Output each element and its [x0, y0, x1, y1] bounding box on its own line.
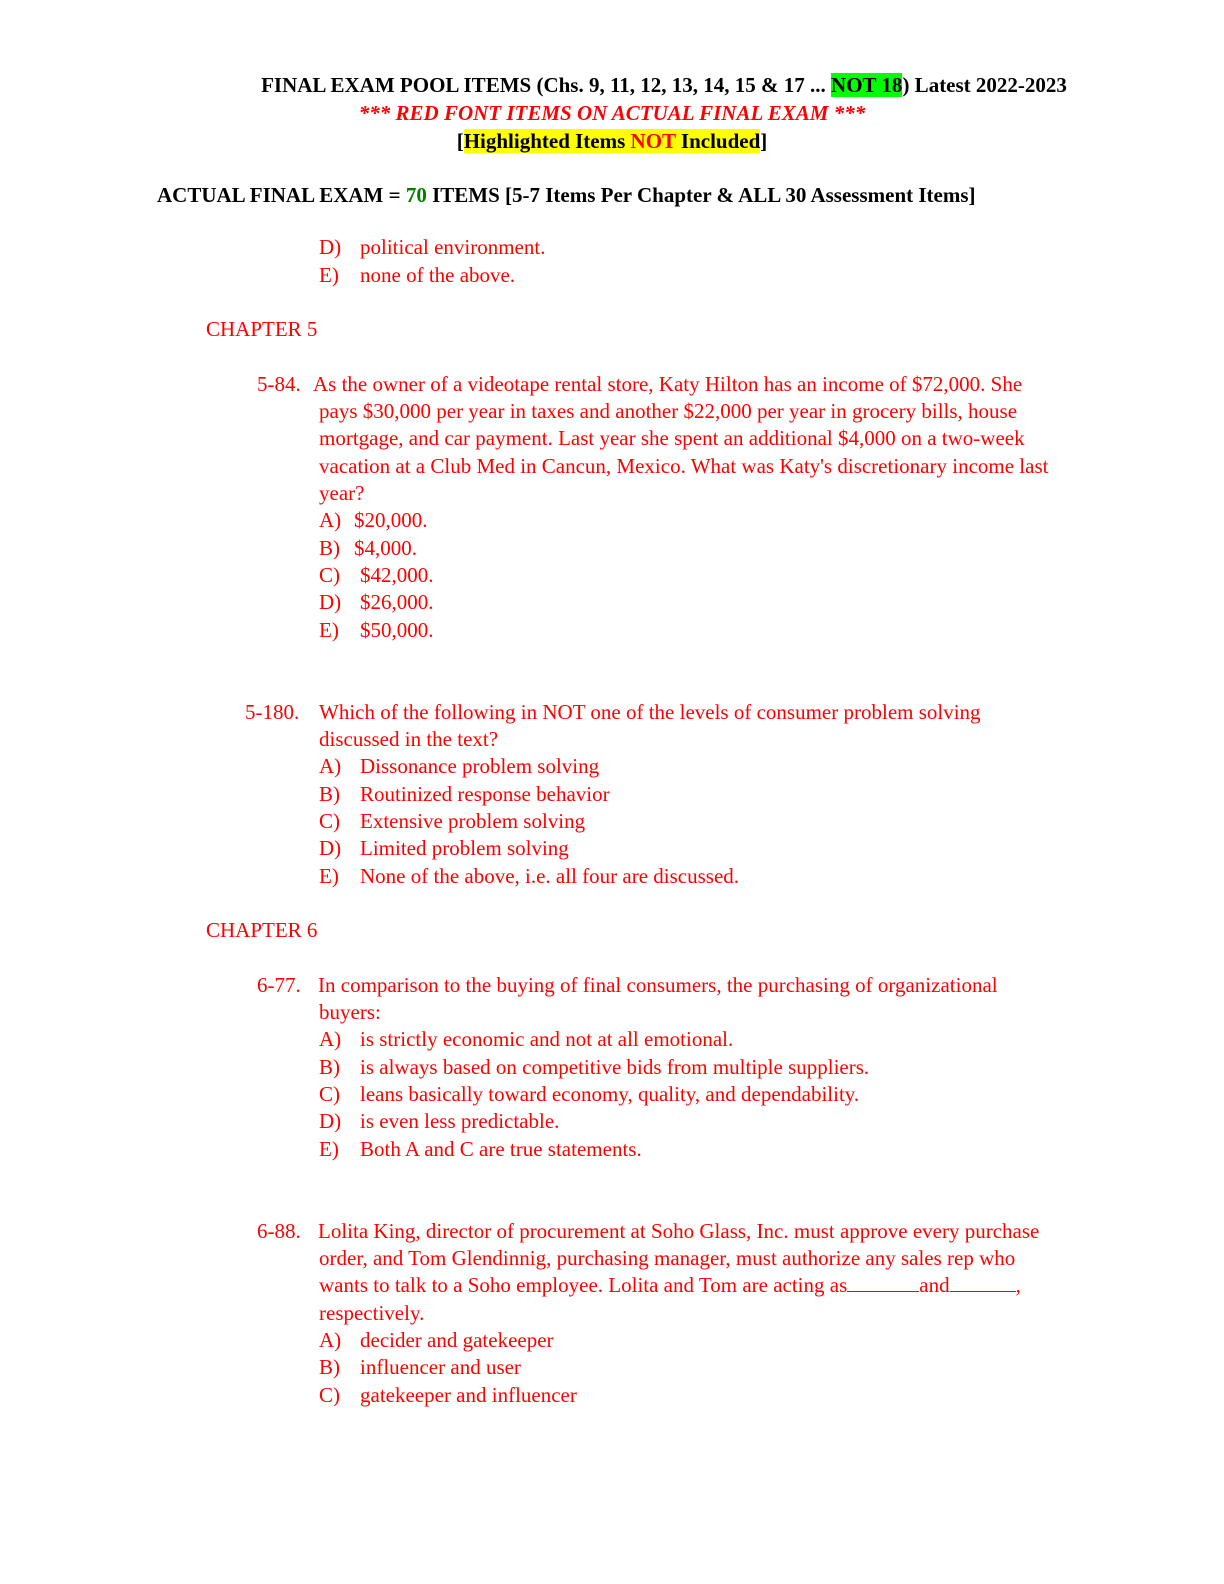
header-red-note: *** RED FONT ITEMS ON ACTUAL FINAL EXAM *** [358, 101, 866, 125]
option-text: influencer and user [360, 1355, 521, 1379]
chapter-heading: CHAPTER 5 [206, 317, 318, 341]
header-title-pre: FINAL EXAM POOL ITEMS (Chs. 9, 11, 12, 13, 14, 15 & 17 ... [261, 73, 832, 97]
question-number: 6-88. [257, 1219, 301, 1243]
option-text: gatekeeper and influencer [360, 1383, 577, 1407]
option-text: Extensive problem solving [360, 809, 586, 833]
option-text: Limited problem solving [360, 836, 569, 860]
option-letter: B) [319, 1355, 340, 1379]
option-letter: E) [319, 1137, 339, 1161]
option-letter: A) [319, 1027, 342, 1051]
question-text-segment: , [1015, 1273, 1021, 1297]
option-text: Routinized response behavior [360, 782, 610, 806]
chapter-heading: CHAPTER 6 [206, 918, 318, 942]
option-item [319, 234, 341, 261]
option-letter: A) [319, 508, 342, 532]
option-letter: D) [319, 235, 342, 259]
option-letter: B) [319, 782, 340, 806]
option-letter: E) [319, 263, 339, 287]
highlight-note-box [464, 129, 761, 153]
bracket-close: ] [760, 129, 768, 153]
option-text: $4,000. [354, 536, 417, 560]
exam-summary-count: 70 [405, 183, 427, 207]
option-item [319, 262, 339, 289]
option-text: leans basically toward economy, quality, and dependability. [360, 1082, 860, 1106]
option-letter: C) [319, 1082, 340, 1106]
option-text: none of the above. [360, 263, 516, 287]
option-text: is strictly economic and not at all emotional. [360, 1027, 734, 1051]
exam-summary [157, 181, 976, 209]
question-text-line: pays $30,000 per year in taxes and another $22,000 per year in grocery bills, house [319, 399, 1018, 423]
option-letter: C) [319, 809, 340, 833]
question-text-line: Which of the following in NOT one of the levels of consumer problem solving [319, 700, 981, 724]
option-text: Dissonance problem solving [360, 754, 600, 778]
question-text-line: As the owner of a videotape rental store, Katy Hilton has an income of $72,000. She [313, 372, 1023, 396]
question-text-line: Lolita King, director of procurement at Soho Glass, Inc. must approve every purchase [318, 1219, 1040, 1243]
option-text: is always based on competitive bids from multiple suppliers. [360, 1055, 870, 1079]
option-letter: B) [319, 1055, 340, 1079]
option-letter: C) [319, 1383, 340, 1407]
exam-summary-pre: ACTUAL FINAL EXAM = [157, 183, 406, 207]
question-text-line: mortgage, and car payment. Last year she spent an additional $4,000 on a two-week [319, 426, 1025, 450]
option-text: decider and gatekeeper [360, 1328, 554, 1352]
option-text: $20,000. [354, 508, 428, 532]
option-text: political environment. [360, 235, 546, 259]
highlight-note-not: NOT [630, 129, 676, 153]
header-title-post: ) Latest 2022-2023 [902, 73, 1067, 97]
question-text-line: order, and Tom Glendinnig, purchasing manager, must authorize any sales rep who [319, 1246, 1016, 1270]
question-text-line: discussed in the text? [319, 727, 499, 751]
option-letter: D) [319, 836, 342, 860]
bracket-open: [ [456, 129, 464, 153]
option-letter: D) [319, 1109, 342, 1133]
exam-summary-post: ITEMS [5-7 Items Per Chapter & ALL 30 Assessment Items] [426, 183, 976, 207]
question-text-line: In comparison to the buying of final consumers, the purchasing of organizational [318, 973, 998, 997]
answer-blank [950, 1273, 1016, 1292]
answer-blank [847, 1273, 919, 1292]
question-text-line [319, 1272, 1021, 1299]
option-letter: A) [319, 754, 342, 778]
option-text: $26,000. [360, 590, 434, 614]
question-number: 5-180. [245, 700, 300, 724]
question-text-segment: and [919, 1273, 950, 1297]
option-letter: E) [319, 864, 339, 888]
option-letter: D) [319, 590, 342, 614]
option-letter: C) [319, 563, 340, 587]
question-number: 5-84. [257, 372, 301, 396]
header-highlight-not-18: NOT 18 [831, 73, 903, 97]
option-text: $42,000. [360, 563, 434, 587]
option-letter: E) [319, 618, 339, 642]
question-text-segment: wants to talk to a Soho employee. Lolita and Tom are acting as [319, 1273, 848, 1297]
question-text-line: vacation at a Club Med in Cancun, Mexico. What was Katy's discretionary income last [319, 454, 1049, 478]
option-letter: B) [319, 536, 340, 560]
header-title [0, 71, 1224, 99]
highlight-note-text-a: Highlighted Items [463, 129, 631, 153]
question-text-line: year? [319, 481, 365, 505]
option-letter: A) [319, 1328, 342, 1352]
option-text: is even less predictable. [360, 1109, 560, 1133]
option-text: None of the above, i.e. all four are discussed. [360, 864, 740, 888]
header-highlight-note [0, 127, 1224, 155]
option-text: Both A and C are true statements. [360, 1137, 642, 1161]
highlight-note-text-b: Included [675, 129, 761, 153]
option-text: $50,000. [360, 618, 434, 642]
question-text-line: respectively. [319, 1301, 425, 1325]
question-number: 6-77. [257, 973, 301, 997]
question-text-line: buyers: [319, 1000, 381, 1024]
